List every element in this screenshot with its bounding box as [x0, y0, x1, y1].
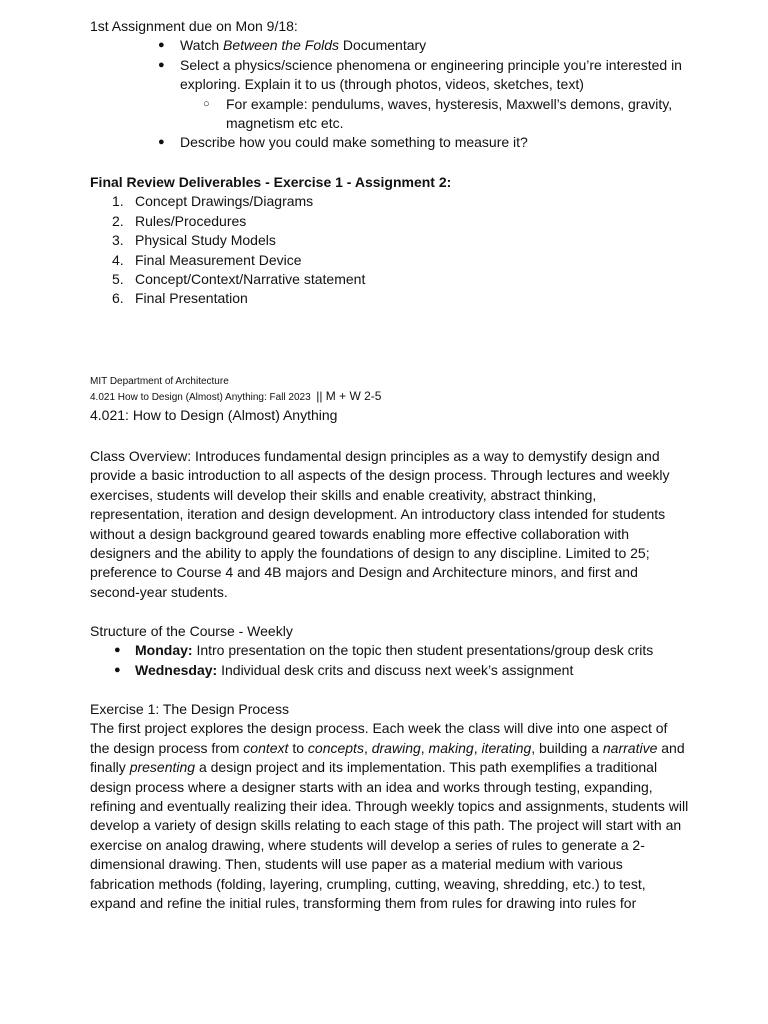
assignment-sub-bullet-examples: ○ For example: pendulums, waves, hysteresis, Maxwell’s demons, gravity, magnetism etc etc.	[90, 95, 690, 134]
structure-heading: Structure of the Course - Weekly	[90, 623, 293, 639]
deliverable-item	[90, 231, 690, 250]
structure-monday: ● Monday: Intro presentation on the topic then student presentations/group desk crits	[90, 641, 690, 660]
deliverable-number: 4.	[112, 251, 124, 268]
deliverable-text: Concept Drawings/Diagrams	[135, 193, 314, 210]
deliverable-text: Concept/Context/Narrative statement	[135, 271, 366, 288]
documentary-title: Between the Folds	[223, 37, 340, 54]
overview-paragraph: Class Overview: Introduces fundamental design principles as a way to demystify design and provide a basic introduction to all aspects of the design process. Through lectures and weekly exercises, students will develop their skills and enable creativity, abstract thinking, representation, iteration and design development. An introductory class intended for students without a design background geared towards enabling more effective collaboration with designers and the ability to apply the foundations of design to any discipline. Limited to 25; preference to Course 4 and 4B majors and Design and Architecture minors, and first and second-year students.	[90, 448, 670, 600]
assignment-section	[90, 17, 690, 153]
department-name: MIT Department of Architecture	[90, 376, 229, 387]
deliverable-item	[90, 251, 690, 270]
deliverables-list	[90, 192, 690, 308]
page-title: 4.021: How to Design (Almost) Anything	[90, 407, 338, 423]
exercise-paragraph: The first project explores the design process. Each week the class will dive into one aspect of the design process from context to concepts, drawing, making, iterating, building a narrative and finally presenting a design project and its implementation. This path exemplifies a traditional design process where a designer starts with an idea and works through testing, expanding, refining and eventually realizing their idea. Through weekly topics and assignments, students will develop a variety of design skills relating to each stage of this path. The project will start with an exercise on analog drawing, where students will develop a series of rules to generate a 2-dimensional drawing. Then, students will use paper as a material medium with various fabrication methods (folding, layering, crumpling, cutting, weaving, shredding, etc.) to test, expand and refine the initial rules, transforming them from rules for drawing into rules for	[90, 720, 689, 912]
deliverable-text: Physical Study Models	[135, 232, 276, 249]
assignment-list	[90, 36, 690, 152]
deliverable-number: 6.	[112, 290, 124, 307]
deliverable-number: 5.	[112, 271, 124, 288]
assignment-bullet-watch: ● Watch Between the Folds Documentary	[90, 36, 690, 55]
deliverables-section	[90, 173, 690, 309]
deliverable-item	[90, 192, 690, 211]
deliverable-item	[90, 212, 690, 231]
deliverable-item	[90, 289, 690, 308]
exercise-section	[90, 700, 690, 913]
deliverable-item	[90, 270, 690, 289]
class-overview	[90, 447, 690, 602]
deliverable-number: 2.	[112, 212, 124, 229]
assignment-heading: 1st Assignment due on Mon 9/18:	[90, 18, 298, 34]
course-structure	[90, 622, 690, 680]
schedule: || M + W 2-5	[316, 389, 382, 403]
assignment-bullet-describe: ● Describe how you could make something to measure it?	[90, 133, 690, 152]
course-line: 4.021 How to Design (Almost) Anything: Fall 2023 || M + W 2-5	[90, 389, 382, 403]
deliverables-heading: Final Review Deliverables - Exercise 1 - Assignment 2:	[90, 174, 452, 190]
assignment-bullet-select: ● Select a physics/science phenomena or engineering principle you’re interested in exploring. Explain it to us (through photos, videos, sketches, text)	[90, 56, 690, 95]
deliverable-number: 3.	[112, 232, 124, 249]
deliverable-number: 1.	[112, 193, 124, 210]
exercise-heading: Exercise 1: The Design Process	[90, 701, 289, 717]
deliverable-text: Final Measurement Device	[135, 251, 302, 268]
structure-wednesday: ● Wednesday: Individual desk crits and discuss next week’s assignment	[90, 661, 690, 680]
course-header	[90, 375, 690, 425]
deliverable-text: Rules/Procedures	[135, 212, 247, 229]
deliverable-text: Final Presentation	[135, 290, 248, 307]
structure-list	[90, 641, 690, 680]
